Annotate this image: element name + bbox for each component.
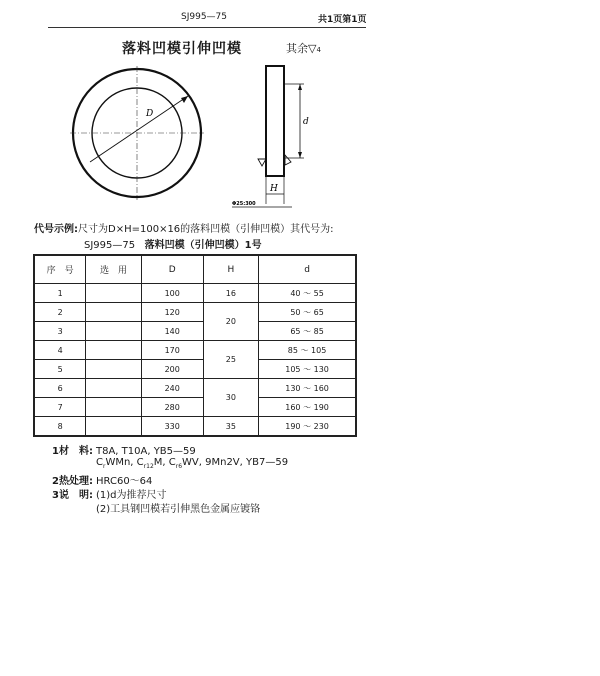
table-row [34, 322, 356, 341]
cell-D: 200 [141, 360, 203, 379]
heat-treatment-note [52, 472, 152, 487]
cell-d: 40 ～ 55 [259, 284, 356, 303]
page-count: 共1页第1页 [318, 15, 367, 25]
mat2-sub: r6 [175, 463, 183, 470]
table-row [34, 284, 356, 303]
mat2-part: WV, 9Mn2V, YB7—59 [182, 457, 289, 468]
cell-no: 1 [34, 284, 86, 303]
dim-label-H: H [270, 184, 278, 194]
dim-label-d: d [303, 117, 309, 127]
cell-no: 3 [34, 322, 86, 341]
cell-use [86, 360, 142, 379]
table-header-row [34, 255, 356, 284]
cell-use [86, 379, 142, 398]
cell-H: 16 [203, 284, 259, 303]
cell-H: 25 [203, 341, 259, 379]
remarks-note [52, 486, 167, 501]
cell-use [86, 303, 142, 322]
mat2-part: M, C [153, 457, 176, 468]
example-label: 代号示例: [34, 224, 78, 235]
cell-no: 2 [34, 303, 86, 322]
cell-D: 140 [141, 322, 203, 341]
col-header-d: d [259, 255, 356, 284]
cell-H: 30 [203, 379, 259, 417]
table-row [34, 417, 356, 437]
cell-D: 100 [141, 284, 203, 303]
example-text: 尺寸为D×H=100×16的落料凹模（引伸凹模）其代号为: [78, 224, 334, 235]
cell-d: 50 ～ 65 [259, 303, 356, 322]
table-row [34, 341, 356, 360]
cell-D: 170 [141, 341, 203, 360]
roughness-symbol-right [285, 155, 291, 165]
tolerance-note: Φ25:300 [232, 201, 256, 207]
dim-label-D: D [146, 109, 154, 119]
cell-H: 35 [203, 417, 259, 437]
cell-D: 280 [141, 398, 203, 417]
cell-no: 4 [34, 341, 86, 360]
side-view-body [266, 66, 284, 176]
cell-no: 6 [34, 379, 86, 398]
cell-use [86, 417, 142, 437]
col-header-H: H [203, 255, 259, 284]
cell-d: 190 ～ 230 [259, 417, 356, 437]
col-header-no: 序 号 [34, 255, 86, 284]
diameter-arrow [181, 96, 188, 103]
remarks-label: 3说 明: [52, 490, 93, 501]
mat2-part: C [96, 457, 103, 468]
dim-arrow-bottom [298, 152, 302, 158]
cell-d: 65 ～ 85 [259, 322, 356, 341]
cell-use [86, 322, 142, 341]
cell-no: 5 [34, 360, 86, 379]
mat2-sub: r [102, 463, 106, 470]
example-line-2 [84, 236, 262, 251]
remark-1: (1)d为推荐尺寸 [96, 490, 167, 501]
diameter-leader [90, 96, 188, 162]
cell-D: 240 [141, 379, 203, 398]
example-code: SJ995—75 [84, 240, 136, 251]
document-title: 落料凹模引伸凹模 [122, 41, 242, 57]
dimension-table [33, 254, 357, 437]
cell-d: 85 ～ 105 [259, 341, 356, 360]
mat2-part: WMn, C [105, 457, 144, 468]
mat2-sub: r12 [143, 463, 154, 470]
standard-code: SJ995—75 [181, 12, 227, 22]
material-line-1: T8A, T10A, YB5—59 [96, 446, 196, 457]
material-label: 1材 料: [52, 446, 93, 457]
roughness-note [286, 40, 321, 56]
cell-use [86, 341, 142, 360]
front-view-drawing [70, 66, 205, 201]
cell-D: 330 [141, 417, 203, 437]
dim-arrow-top [298, 84, 302, 90]
cell-d: 105 ～ 130 [259, 360, 356, 379]
side-view-drawing [228, 62, 320, 214]
table-row [34, 360, 356, 379]
table-row [34, 303, 356, 322]
table-row [34, 379, 356, 398]
col-header-D: D [141, 255, 203, 284]
cell-use [86, 398, 142, 417]
material-note [52, 442, 196, 457]
roughness-subscript: 4 [316, 46, 321, 54]
material-line-2 [96, 457, 288, 470]
cell-use [86, 284, 142, 303]
roughness-symbol-left [258, 159, 266, 166]
cell-H: 20 [203, 303, 259, 341]
remark-2: (2)工具钢凹模若引伸黑色金属应镀铬 [96, 504, 261, 515]
example-designation: 落料凹模（引伸凹模）1号 [144, 240, 262, 251]
roughness-text: 其余▽ [286, 42, 317, 55]
heat-label: 2热处理: [52, 476, 93, 487]
heat-value: HRC60～64 [96, 476, 153, 487]
table-row [34, 398, 356, 417]
cell-no: 7 [34, 398, 86, 417]
cell-d: 160 ～ 190 [259, 398, 356, 417]
col-header-use: 选 用 [86, 255, 142, 284]
cell-no: 8 [34, 417, 86, 437]
header-rule [48, 27, 366, 28]
cell-D: 120 [141, 303, 203, 322]
cell-d: 130 ～ 160 [259, 379, 356, 398]
example-line-1 [34, 220, 334, 235]
